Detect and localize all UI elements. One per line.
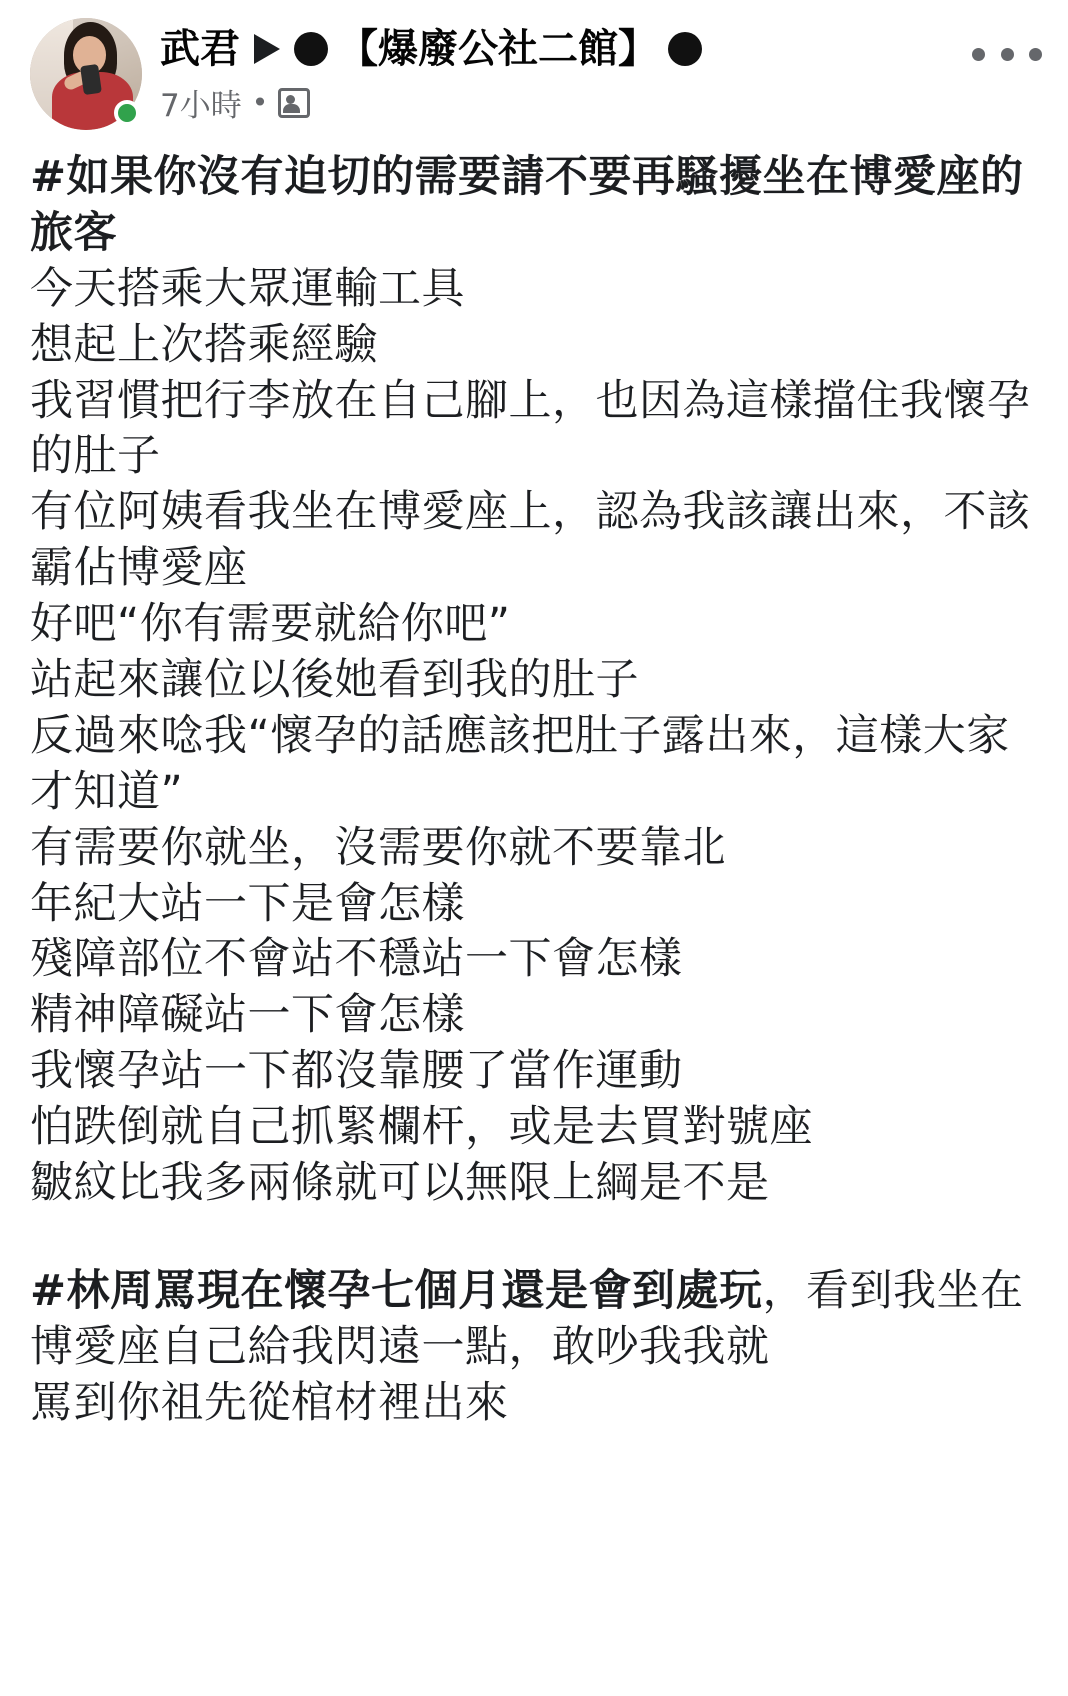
post-hashtag-2-paragraph (30, 1264, 1042, 1376)
bullet-dot-right-icon (668, 32, 702, 66)
group-name[interactable]: 【爆廢公社二館】 (338, 26, 658, 72)
post-header (0, 0, 1068, 140)
post-line: 殘障部位不會站不穩站一下會怎樣 (30, 934, 683, 985)
more-dot-2 (1001, 48, 1014, 61)
post-body (0, 140, 1068, 1432)
post-title-line (160, 24, 1050, 74)
post-line: 怕跌倒就自己抓緊欄杆，或是去買對號座 (30, 1102, 813, 1153)
share-arrow-icon (254, 34, 280, 64)
friends-audience-icon[interactable] (278, 88, 310, 118)
post-timestamp[interactable]: 7小時 (160, 88, 242, 124)
more-dot-3 (1029, 48, 1042, 61)
post-line: 有需要你就坐，沒需要你就不要靠北 (30, 822, 726, 873)
post-line: 精神障礙站一下會怎樣 (30, 990, 465, 1041)
post-line: 好吧“你有需要就給你吧” (30, 599, 511, 650)
post-meta (160, 80, 1050, 125)
post-line: 想起上次搭乘經驗 (30, 319, 378, 370)
post-line: 站起來讓位以後她看到我的肚子 (30, 655, 639, 706)
post-line: 今天搭乘大眾運輸工具 (30, 263, 465, 314)
post-line: 有位阿姨看我坐在博愛座上，認為我該讓出來，不該霸佔博愛座 (30, 487, 1031, 594)
meta-separator: • (251, 86, 269, 119)
post-header-text (160, 18, 1050, 125)
post-line: 我習慣把行李放在自己腳上，也因為這樣擋住我懷孕的肚子 (30, 375, 1031, 482)
post-line: 年紀大站一下是會怎樣 (30, 878, 465, 929)
post-line: 反過來唸我“懷孕的話應該把肚子露出來，這樣大家才知道” (30, 710, 1010, 817)
paragraph-spacer (30, 1212, 1042, 1264)
post-line: 我懷孕站一下都沒靠腰了當作運動 (30, 1046, 683, 1097)
avatar[interactable] (30, 18, 142, 130)
post-hashtag-1[interactable]: #如果你沒有迫切的需要請不要再騷擾坐在博愛座的旅客 (30, 152, 1024, 258)
avatar-phone (80, 64, 102, 95)
bullet-dot-left-icon (294, 32, 328, 66)
author-name[interactable]: 武君 (160, 26, 240, 72)
more-dot-1 (972, 48, 985, 61)
post-hashtag-2-continuation: ，看到我坐在博愛座自己給我閃遠一點，敢吵我我就 (30, 1265, 1024, 1372)
post-line: 皺紋比我多兩條就可以無限上綱是不是 (30, 1158, 770, 1209)
more-options-icon[interactable] (972, 34, 1042, 74)
post-hashtag-2[interactable]: #林周罵現在懷孕七個月還是會到處玩 (30, 1265, 763, 1316)
online-status-indicator (114, 100, 140, 126)
post-line-clipped: 罵到你祖先從棺材裡出來 (30, 1377, 509, 1428)
